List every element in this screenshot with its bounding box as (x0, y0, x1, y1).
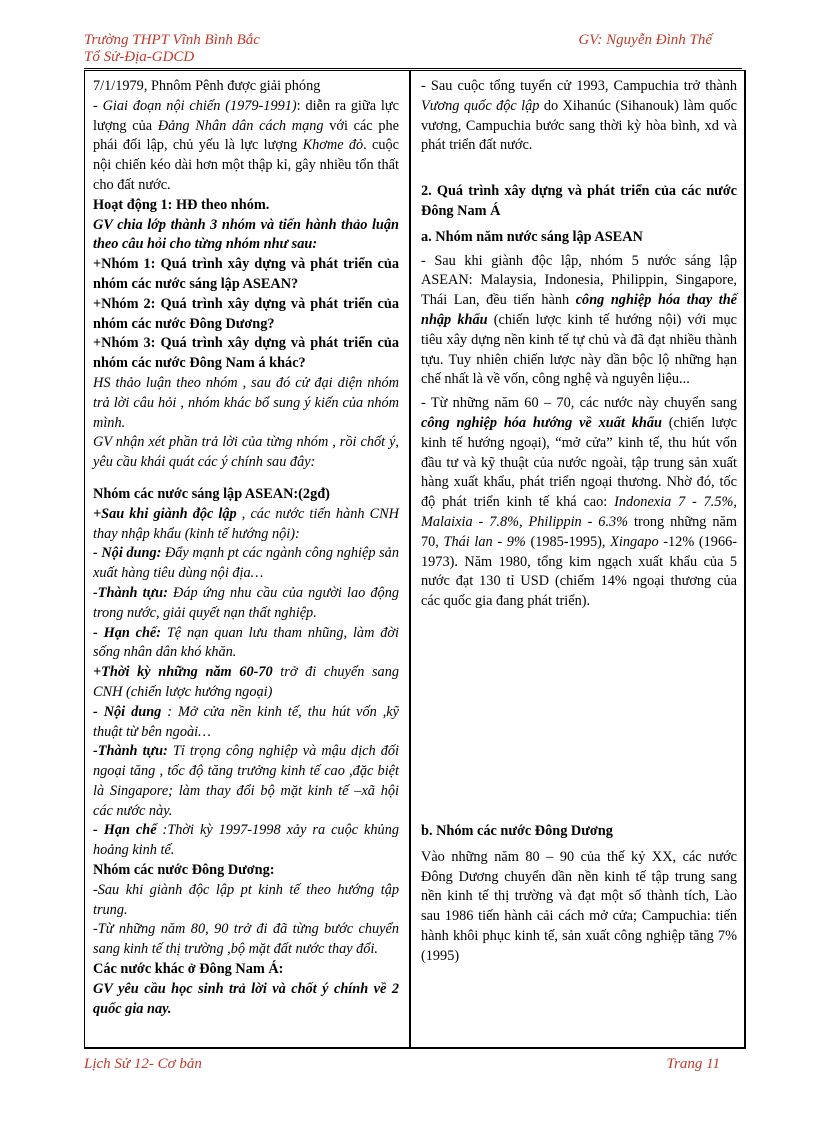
student-discussion: HS thảo luận theo nhóm , sau đó cử đại diện nhóm trả lời câu hỏi , nhóm khác bổ sung ý kiến của nhóm mình. (93, 374, 399, 431)
asean-import-substitution: - Sau khi giành độc lập, nhóm 5 nước sáng lập ASEAN: Malaysia, Indonesia, Philippin, Singapore, Thái Lan, đều tiến hành công nghiệp hóa thay thế nhập khẩu (chiến lược kinh tế hướng nội) với mục tiêu xây dựng nền kinh tế tự chủ và đã đạt nhiều thành tựu. Tuy nhiên chiến lược này dần bộc lộ những hạn chế nhất là về vốn, công nghệ và nguyên liệu... (421, 252, 738, 388)
lesson-table (84, 70, 746, 1048)
phase-2: +Thời kỳ những năm 60-70 trở đi chuyển sang CNH (chiến lược hướng ngoại) (93, 664, 399, 700)
cambodia-paragraph: - Sau cuộc tổng tuyển cử 1993, Campuchia trở thành Vương quốc độc lập do Xihanúc (Sihanouk) làm quốc vương, Campuchia bước sang thời kỳ hòa bình, xd và phát triển đất nước. (421, 78, 737, 154)
liberation-date: 7/1/1979, Phnôm Pênh được giải phóng (93, 78, 321, 94)
section-b-heading: b. Nhóm các nước Đông Dương (421, 822, 613, 839)
group-1-question: +Nhóm 1: Quá trình xây dựng và phát triển của nhóm các nước sáng lập ASEAN? (93, 256, 399, 292)
phase-2-limitation: - Hạn chế :Thời kỳ 1997-1998 xảy ra cuộc khủng hoảng kinh tế. (93, 822, 399, 859)
indochina-heading: Nhóm các nước Đông Dương: (93, 862, 275, 879)
page-footer (84, 1048, 746, 1079)
teacher-name: GV: Nguyễn Đình Thế (578, 32, 712, 48)
phase-1-content: - Nội dung: Đẩy mạnh pt các ngành công nghiệp sản xuất hàng tiêu dùng nội địa… (93, 545, 399, 582)
phase-1: +Sau khi giành độc lập , các nước tiến hành CNH thay nhập khẩu (kinh tế hướng nội): (93, 505, 399, 542)
school-name: Trường THPT Vĩnh Bình Bắc (84, 32, 260, 48)
content-column (421, 77, 737, 967)
section-a-heading: a. Nhóm năm nước sáng lập ASEAN (421, 228, 643, 245)
asean-heading: Nhóm các nước sáng lập ASEAN:(2gđ) (93, 485, 330, 502)
phase-2-achievement: -Thành tựu: Tỉ trọng công nghiệp và mậu dịch đối ngoại tăng , tốc độ tăng trưởng kinh tế cao ,đặc biệt là Singapore; làm thay đổi bộ mặt kinh tế –xã hội các nước này. (93, 743, 400, 819)
section-2-heading: 2. Quá trình xây dựng và phát triển của các nước Đông Nam Á (421, 183, 737, 219)
column-divider (409, 71, 411, 1047)
civil-war-paragraph: - Giai đoạn nội chiến (1979-1991): diễn ra giữa lực lượng của Đảng Nhân dân cách mạng với các phe phái đối lập, chủ yếu là lực lượng Khơme đỏ. cuộc nội chiến kéo dài hơn một thập kỉ, gây nhiều tổn thất cho đất nước. (93, 97, 400, 193)
phase-2-content: - Nội dung : Mở cửa nền kinh tế, thu hút vốn ,kỹ thuật từ bên ngoài… (93, 703, 399, 740)
indochina-paragraph: Vào những năm 80 – 90 của thế kỷ XX, các nước Đông Dương chuyển dần nền kinh tế tập trung sang nền kinh tế thị trường và đạt một số thành tích, Lào sau 1986 tiến hành cải cách mở cửa; Campuchia: tiến hành khôi phục kinh tế, sản xuất công nghiệp tăng 7% (1995) (421, 848, 737, 964)
page-header (84, 32, 742, 69)
page-number: Trang 11 (666, 1056, 720, 1072)
phase-1-achievement: -Thành tựu: Đáp ứng nhu cầu của người lao động trong nước, giải quyết nạn thất nghiệp. (93, 584, 399, 621)
group-3-question: +Nhóm 3: Quá trình xây dựng và phát triển của nhóm các nước Đông Nam á khác? (93, 335, 399, 372)
activity-column (93, 77, 399, 1019)
teacher-instruction: GV chia lớp thành 3 nhóm và tiến hành thảo luận theo câu hỏi cho từng nhóm như sau: (93, 216, 399, 253)
department-name: Tổ Sử-Địa-GDCD (84, 49, 195, 65)
indochina-point-2: -Từ những năm 80, 90 trở đi đã từng bước chuyển sang kinh tế thị trường ,bộ mặt đất nước thay đổi. (93, 921, 399, 958)
other-countries-heading: Các nước khác ở Đông Nam Á: (93, 961, 284, 978)
subject-label: Lịch Sử 12- Cơ bản (84, 1056, 202, 1072)
phase-1-limitation: - Hạn chế: Tệ nạn quan lưu tham nhũng, làm đời sống nhân dân khó khăn. (93, 624, 399, 661)
indochina-point-1: -Sau khi giành độc lập pt kinh tế theo hướng tập trung. (93, 881, 399, 918)
teacher-review: GV nhận xét phần trả lời của từng nhóm , rồi chốt ý, yêu cầu khái quát các ý chính sau đây: (93, 434, 399, 471)
activity-heading: Hoạt động 1: HĐ theo nhóm. (93, 196, 270, 213)
group-2-question: +Nhóm 2: Quá trình xây dựng và phát triển của nhóm các nước Đông Dương? (93, 295, 399, 332)
asean-export-orientation: - Từ những năm 60 – 70, các nước này chuyển sang công nghiệp hóa hướng về xuất khẩu (chiến lược kinh tế hướng ngoại), “mở cửa” kinh tế, thu hút vốn đầu tư và kỹ thuật của nước ngoài, tập trung sản xuất hàng xuất khẩu, phát triển ngoại thương. Nhờ đó, tốc độ phát triển kinh tế khá cao: Indonexia 7 - 7.5%, Malaixia - 7.8%, Philippin - 6.3% trong những năm 70, Thái lan - 9% (1985-1995), Xingapo -12% (1966-1973). Năm 1980, tổng kim ngạch xuất khẩu của 5 nước đạt 130 tỉ USD (chiếm 14% ngoại thương của các quốc gia đang phát triển). (421, 395, 738, 610)
final-instruction: GV yêu cầu học sinh trả lời và chốt ý chính về 2 quốc gia nay. (93, 980, 399, 1017)
